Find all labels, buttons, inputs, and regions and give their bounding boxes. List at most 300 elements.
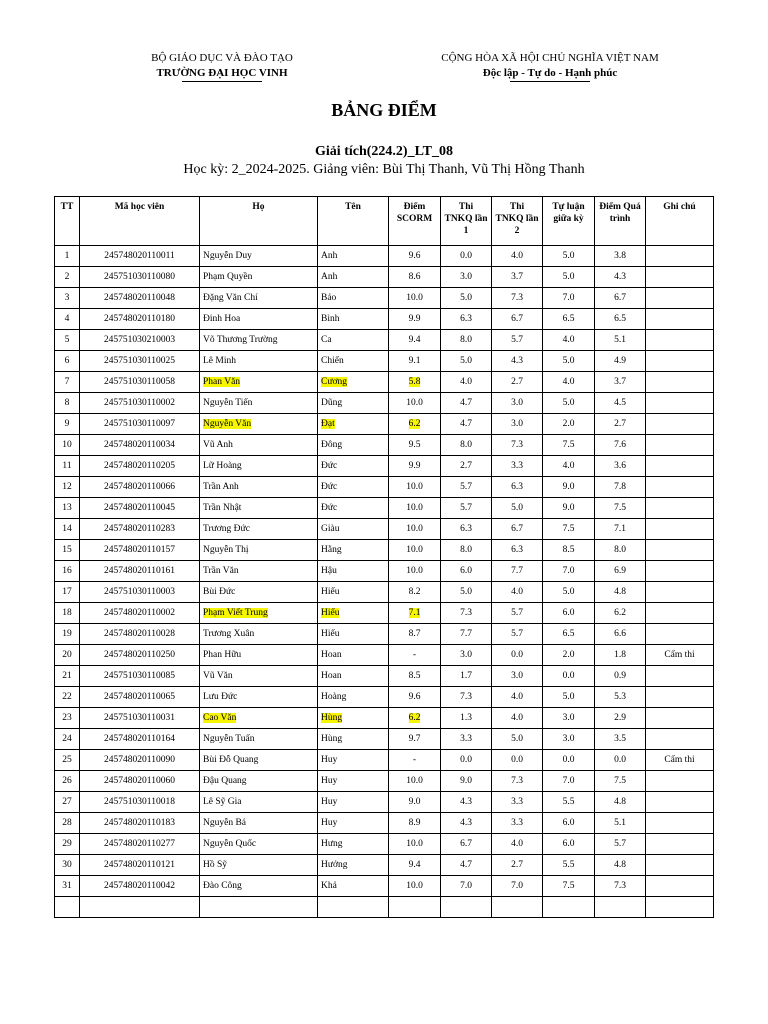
national-title: CỘNG HÒA XÃ HỘI CHỦ NGHĨA VIỆT NAM	[441, 52, 659, 64]
row-number-cell	[55, 603, 80, 624]
first-name-cell	[318, 246, 389, 267]
test2-score-cell	[492, 729, 543, 750]
last-name: Đậu Quang	[203, 776, 247, 786]
scorm-score: 8.2	[408, 587, 421, 597]
test1-score: 0.0	[460, 251, 472, 261]
test2-score: 7.0	[511, 881, 523, 891]
test1-score-cell	[441, 666, 492, 687]
test1-score-cell	[441, 372, 492, 393]
student-id-cell	[80, 351, 200, 372]
student-id-cell	[80, 393, 200, 414]
row-number-cell	[55, 771, 80, 792]
process-score-cell	[595, 603, 646, 624]
midterm-score: 0.0	[562, 755, 575, 765]
first-name: Hùng	[321, 734, 343, 744]
test2-score: 7.3	[511, 776, 523, 786]
midterm-score: 7.5	[562, 440, 575, 450]
midterm-score-cell	[543, 645, 595, 666]
scorm-score-cell	[389, 876, 441, 897]
first-name: Huy	[321, 818, 338, 828]
midterm-score: 4.0	[562, 377, 575, 387]
test2-score-cell	[492, 708, 543, 729]
midterm-score-cell	[543, 708, 595, 729]
test2-score-cell	[492, 645, 543, 666]
scorm-score-cell	[389, 330, 441, 351]
scorm-score-cell	[389, 582, 441, 603]
midterm-score: 9.0	[562, 482, 575, 492]
table-row	[55, 834, 714, 855]
test2-score-cell	[492, 330, 543, 351]
first-name-cell	[318, 330, 389, 351]
midterm-score-cell	[543, 246, 595, 267]
national-header	[410, 51, 690, 82]
student-id: 245748020110048	[104, 293, 175, 303]
row-number: 10	[62, 440, 72, 450]
first-name-cell	[318, 393, 389, 414]
table-row	[55, 246, 714, 267]
scorm-score-cell	[389, 834, 441, 855]
test2-score: 3.3	[511, 461, 523, 471]
row-number: 11	[62, 461, 72, 471]
midterm-score-cell	[543, 267, 595, 288]
midterm-score: 5.0	[562, 398, 575, 408]
process-score: 6.6	[614, 629, 626, 639]
test1-score-cell	[441, 750, 492, 771]
note-cell	[646, 351, 714, 372]
test1-score-cell	[441, 792, 492, 813]
student-id-cell	[80, 750, 200, 771]
process-score-cell	[595, 750, 646, 771]
scorm-score: 10.0	[406, 482, 423, 492]
student-id-cell	[80, 645, 200, 666]
test2-score-cell	[492, 540, 543, 561]
row-number: 6	[64, 356, 70, 366]
last-name-cell	[200, 582, 318, 603]
first-name-cell	[318, 624, 389, 645]
midterm-score-cell	[543, 288, 595, 309]
test2-score: 5.0	[511, 734, 523, 744]
row-number: 3	[64, 293, 70, 303]
scorm-score-cell	[389, 498, 441, 519]
row-number: 29	[62, 839, 72, 849]
row-number-cell	[55, 834, 80, 855]
midterm-score-cell	[543, 750, 595, 771]
test1-score-cell	[441, 876, 492, 897]
midterm-score: 5.0	[562, 356, 575, 366]
test1-score: 4.7	[460, 860, 472, 870]
table-row	[55, 288, 714, 309]
row-number-cell	[55, 498, 80, 519]
student-id-cell	[80, 372, 200, 393]
note-cell	[646, 813, 714, 834]
process-score-cell	[595, 246, 646, 267]
midterm-score: 5.0	[562, 251, 575, 261]
process-score: 4.8	[614, 797, 626, 807]
first-name: Đức	[321, 482, 338, 492]
last-name-cell	[200, 414, 318, 435]
row-number-cell	[55, 813, 80, 834]
midterm-score: 4.0	[562, 335, 575, 345]
test2-score-cell	[492, 267, 543, 288]
process-score: 3.7	[614, 377, 626, 387]
row-number-cell	[55, 729, 80, 750]
test1-score-cell	[441, 582, 492, 603]
student-id-cell	[80, 309, 200, 330]
midterm-score-cell	[543, 351, 595, 372]
midterm-score-cell	[543, 603, 595, 624]
test2-score-cell	[492, 624, 543, 645]
midterm-score-cell	[543, 456, 595, 477]
test1-score: 1.3	[460, 713, 472, 723]
scorm-score-cell	[389, 309, 441, 330]
ministry-header	[122, 51, 322, 82]
test2-score: 4.0	[511, 839, 523, 849]
scorm-score-cell	[389, 687, 441, 708]
table-row	[55, 393, 714, 414]
test2-score-cell	[492, 246, 543, 267]
test2-score: 3.0	[511, 671, 523, 681]
scorm-score-cell	[389, 435, 441, 456]
test1-score-cell	[441, 729, 492, 750]
last-name-cell	[200, 267, 318, 288]
table-row	[55, 771, 714, 792]
first-name-cell	[318, 645, 389, 666]
test1-score-cell	[441, 813, 492, 834]
first-name-cell	[318, 687, 389, 708]
last-name-cell	[200, 561, 318, 582]
row-number: 23	[62, 713, 72, 723]
first-name-cell	[318, 750, 389, 771]
last-name: Đinh Hoa	[203, 314, 241, 324]
scorm-score: 8.9	[408, 818, 421, 828]
first-name-cell	[318, 309, 389, 330]
student-id-cell	[80, 624, 200, 645]
test1-score: 6.0	[460, 566, 472, 576]
first-name-cell	[318, 729, 389, 750]
student-id-cell	[80, 729, 200, 750]
process-score-cell	[595, 330, 646, 351]
student-id-cell	[80, 876, 200, 897]
col-tt-header: TT	[55, 197, 80, 246]
test1-score-cell	[441, 519, 492, 540]
test2-score-cell	[492, 792, 543, 813]
test1-score: 5.0	[460, 587, 472, 597]
table-row	[55, 435, 714, 456]
scorm-score: -	[412, 650, 417, 660]
test2-score-cell	[492, 603, 543, 624]
note-cell	[646, 834, 714, 855]
table-row	[55, 666, 714, 687]
last-name: Vũ Văn	[203, 671, 233, 681]
last-name-cell	[200, 792, 318, 813]
student-id-cell	[80, 582, 200, 603]
process-score: 7.5	[614, 503, 626, 513]
row-number: 16	[62, 566, 72, 576]
row-number-cell	[55, 330, 80, 351]
last-name-cell	[200, 687, 318, 708]
last-name: Phan Hữu	[203, 650, 242, 660]
test1-score: 4.3	[460, 818, 472, 828]
first-name-cell	[318, 267, 389, 288]
table-row	[55, 561, 714, 582]
student-id: 245748020110011	[104, 251, 175, 261]
note-cell	[646, 456, 714, 477]
page-title: BẢNG ĐIỂM	[331, 100, 437, 120]
scorm-score-cell	[389, 645, 441, 666]
process-score-cell	[595, 624, 646, 645]
first-name-cell	[318, 414, 389, 435]
last-name-cell	[200, 498, 318, 519]
last-name-cell	[200, 372, 318, 393]
note-cell	[646, 792, 714, 813]
student-id: 245748020110277	[104, 839, 175, 849]
table-row	[55, 309, 714, 330]
test2-score-cell	[492, 561, 543, 582]
note-cell	[646, 561, 714, 582]
row-number: 4	[64, 314, 70, 324]
first-name: Đạt	[321, 419, 335, 429]
process-score: 6.7	[614, 293, 626, 303]
first-name: Bảo	[321, 293, 337, 303]
row-number-cell	[55, 540, 80, 561]
midterm-score-cell	[543, 582, 595, 603]
test1-score: 6.3	[460, 524, 472, 534]
first-name-cell	[318, 603, 389, 624]
scorm-score: 10.0	[406, 545, 423, 555]
student-id-cell	[80, 414, 200, 435]
process-score: 1.8	[614, 650, 626, 660]
row-number-cell	[55, 477, 80, 498]
process-score: 2.7	[614, 419, 626, 429]
student-id-cell	[80, 603, 200, 624]
student-id: 245748020110250	[104, 650, 175, 660]
last-name: Trương Xuân	[203, 629, 255, 639]
last-name: Lê Sỹ Gia	[203, 797, 242, 807]
first-name: Hoàng	[321, 692, 347, 702]
test1-score-cell	[441, 309, 492, 330]
test1-score-cell	[441, 246, 492, 267]
table-row	[55, 582, 714, 603]
last-name: Bùi Đỗ Quang	[203, 755, 259, 765]
test2-score: 5.0	[511, 503, 523, 513]
col-test1-header: Thi TNKQ lần 1	[441, 197, 492, 246]
row-number: 22	[62, 692, 72, 702]
scorm-score-cell	[389, 456, 441, 477]
note-cell	[646, 855, 714, 876]
test2-score: 4.0	[511, 251, 523, 261]
test1-score-cell	[441, 834, 492, 855]
scorm-score-cell	[389, 267, 441, 288]
last-name: Nguyễn Quốc	[203, 839, 257, 849]
test2-score: 4.0	[511, 713, 523, 723]
first-name: Anh	[321, 251, 338, 261]
scorm-score: 8.7	[408, 629, 421, 639]
first-name: Anh	[321, 272, 338, 282]
test1-score: 9.0	[460, 776, 472, 786]
test2-score: 7.3	[511, 440, 523, 450]
test2-score: 4.3	[511, 356, 523, 366]
last-name: Đào Công	[203, 881, 242, 891]
test2-score-cell	[492, 309, 543, 330]
scorm-score-cell	[389, 477, 441, 498]
midterm-score-cell	[543, 687, 595, 708]
test1-score-cell	[441, 288, 492, 309]
col-scorm-header: Điểm SCORM	[389, 197, 441, 246]
row-number: 15	[62, 545, 72, 555]
test2-score: 6.7	[511, 314, 523, 324]
test1-score: 7.3	[460, 608, 472, 618]
row-number-cell	[55, 645, 80, 666]
row-number-cell	[55, 309, 80, 330]
last-name: Trương Đức	[203, 524, 250, 534]
table-row	[55, 477, 714, 498]
row-number: 12	[62, 482, 72, 492]
row-number-cell	[55, 393, 80, 414]
student-id: 245751030110025	[104, 356, 175, 366]
test2-score: 2.7	[511, 860, 523, 870]
test2-score-cell	[492, 414, 543, 435]
first-name-cell	[318, 435, 389, 456]
test2-score: 6.3	[511, 545, 523, 555]
test2-score: 3.3	[511, 797, 523, 807]
scorm-score: 10.0	[406, 398, 423, 408]
col-process-header: Điểm Quá trình	[595, 197, 646, 246]
test1-score: 5.7	[460, 482, 472, 492]
row-number: 13	[62, 503, 72, 513]
scorm-score: 9.5	[408, 440, 421, 450]
last-name-cell	[200, 645, 318, 666]
midterm-score-cell	[543, 855, 595, 876]
first-name: Hiếu	[321, 629, 340, 639]
student-id: 245748020110205	[104, 461, 175, 471]
process-score-cell	[595, 540, 646, 561]
first-name-cell	[318, 519, 389, 540]
first-name: Ca	[321, 335, 332, 345]
test2-score-cell	[492, 477, 543, 498]
table-row	[55, 624, 714, 645]
last-name-cell	[200, 456, 318, 477]
scorm-score: 10.0	[406, 839, 423, 849]
test2-score-cell	[492, 750, 543, 771]
test2-score-cell	[492, 372, 543, 393]
scorm-score: -	[412, 755, 417, 765]
row-number: 17	[62, 587, 72, 597]
first-name-cell	[318, 288, 389, 309]
midterm-score: 4.0	[562, 461, 575, 471]
student-id: 245751030110002	[104, 398, 175, 408]
row-number-cell	[55, 288, 80, 309]
process-score-cell	[595, 309, 646, 330]
test1-score: 7.3	[460, 692, 472, 702]
student-id-cell	[80, 708, 200, 729]
last-name: Nguyễn Bá	[203, 818, 247, 828]
process-score: 7.8	[614, 482, 626, 492]
scorm-score-cell	[389, 750, 441, 771]
table-row	[55, 330, 714, 351]
first-name-cell	[318, 792, 389, 813]
scorm-score: 10.0	[406, 524, 423, 534]
process-score-cell	[595, 288, 646, 309]
test1-score-cell	[441, 855, 492, 876]
test1-score: 3.3	[460, 734, 472, 744]
student-id: 245751030210003	[103, 335, 176, 345]
scorm-score: 9.7	[408, 734, 421, 744]
midterm-score: 0.0	[562, 671, 575, 681]
col-last-name-header: Họ	[200, 197, 318, 246]
test1-score: 1.7	[460, 671, 472, 681]
row-number-cell	[55, 456, 80, 477]
test1-score: 3.0	[460, 650, 472, 660]
test1-score: 6.3	[460, 314, 472, 324]
process-score-cell	[595, 687, 646, 708]
test1-score-cell	[441, 456, 492, 477]
midterm-score-cell	[543, 729, 595, 750]
row-number-cell	[55, 414, 80, 435]
process-score: 5.3	[614, 692, 626, 702]
midterm-score: 8.5	[562, 545, 575, 555]
scorm-score-cell	[389, 771, 441, 792]
col-midterm-header: Tự luận giữa kỳ	[543, 197, 595, 246]
row-number: 31	[62, 881, 72, 891]
first-name: Hùng	[321, 713, 343, 723]
row-number: 28	[62, 818, 72, 828]
table-row	[55, 729, 714, 750]
test1-score-cell	[441, 708, 492, 729]
test2-score-cell	[492, 393, 543, 414]
table-row	[55, 519, 714, 540]
process-score-cell	[595, 498, 646, 519]
table-row	[55, 498, 714, 519]
test2-score-cell	[492, 876, 543, 897]
test1-score: 5.7	[460, 503, 472, 513]
last-name: Võ Thương Trường	[203, 335, 278, 345]
last-name: Nguyễn Thị	[203, 545, 249, 555]
last-name: Bùi Đức	[203, 587, 236, 597]
last-name: Lữ Hoàng	[203, 461, 242, 471]
midterm-score-cell	[543, 666, 595, 687]
table-row	[55, 813, 714, 834]
midterm-score: 3.0	[562, 734, 575, 744]
first-name-cell	[318, 876, 389, 897]
table-row	[55, 456, 714, 477]
test2-score-cell	[492, 834, 543, 855]
process-score: 7.6	[614, 440, 626, 450]
first-name: Cương	[321, 377, 348, 387]
process-score: 2.9	[614, 713, 626, 723]
scorm-score: 8.6	[408, 272, 421, 282]
test2-score: 3.0	[511, 398, 523, 408]
scorm-score: 5.8	[408, 377, 421, 387]
student-id: 245748020110066	[104, 482, 175, 492]
process-score-cell	[595, 351, 646, 372]
test2-score: 3.0	[511, 419, 523, 429]
test1-score-cell	[441, 267, 492, 288]
grade-table	[54, 196, 714, 918]
note-cell	[646, 708, 714, 729]
process-score-cell	[595, 372, 646, 393]
first-name: Hiếu	[321, 587, 340, 597]
row-number-cell	[55, 246, 80, 267]
last-name-cell	[200, 393, 318, 414]
first-name-cell	[318, 498, 389, 519]
test2-score-cell	[492, 771, 543, 792]
scorm-score: 8.5	[408, 671, 421, 681]
row-number-cell	[55, 876, 80, 897]
student-id: 245751030110003	[104, 587, 175, 597]
midterm-score: 6.5	[562, 314, 575, 324]
last-name-cell	[200, 750, 318, 771]
table-row	[55, 750, 714, 771]
